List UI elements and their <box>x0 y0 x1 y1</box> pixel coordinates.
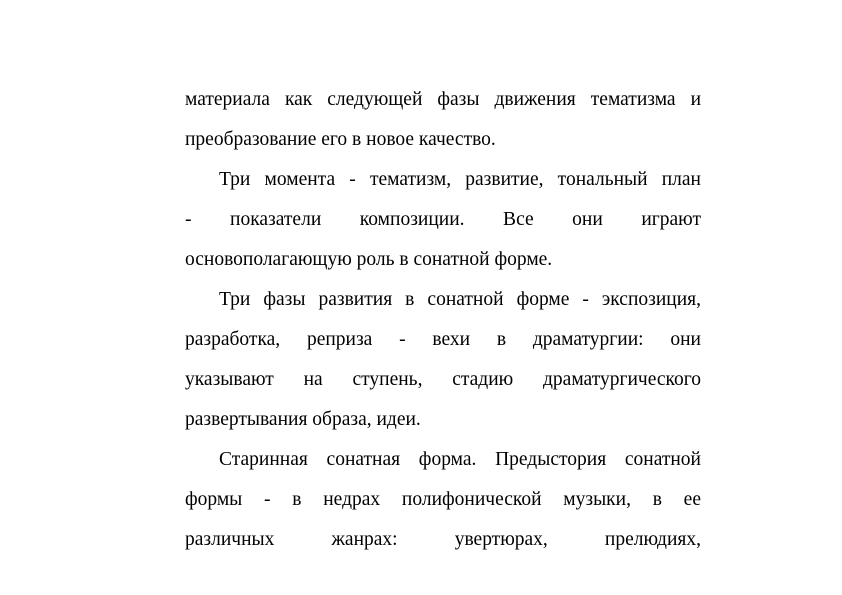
text-line: Три фазы развития в сонатной форме - экспозиция, <box>219 289 701 310</box>
text-line: материала как следующей фазы движения тематизма и <box>185 89 701 110</box>
text-line: развертывания образа, идеи. <box>185 409 421 430</box>
text-line: преобразование его в новое качество. <box>185 129 496 150</box>
text-line: указывают на ступень, стадию драматургического <box>185 369 701 390</box>
text-line: Старинная сонатная форма. Предыстория сонатной <box>219 449 701 470</box>
text-line: различных жанрах: увертюрах, прелюдиях, <box>185 529 701 550</box>
text-line: Три момента - тематизм, развитие, тональный план <box>219 169 701 190</box>
text-line: основополагающую роль в сонатной форме. <box>185 249 553 270</box>
body-text <box>185 84 701 564</box>
text-line: формы - в недрах полифонической музыки, в ее <box>185 489 701 510</box>
text-line: - показатели композиции. Все они играют <box>185 209 701 230</box>
text-line: разработка, реприза - вехи в драматургии: они <box>185 329 701 350</box>
